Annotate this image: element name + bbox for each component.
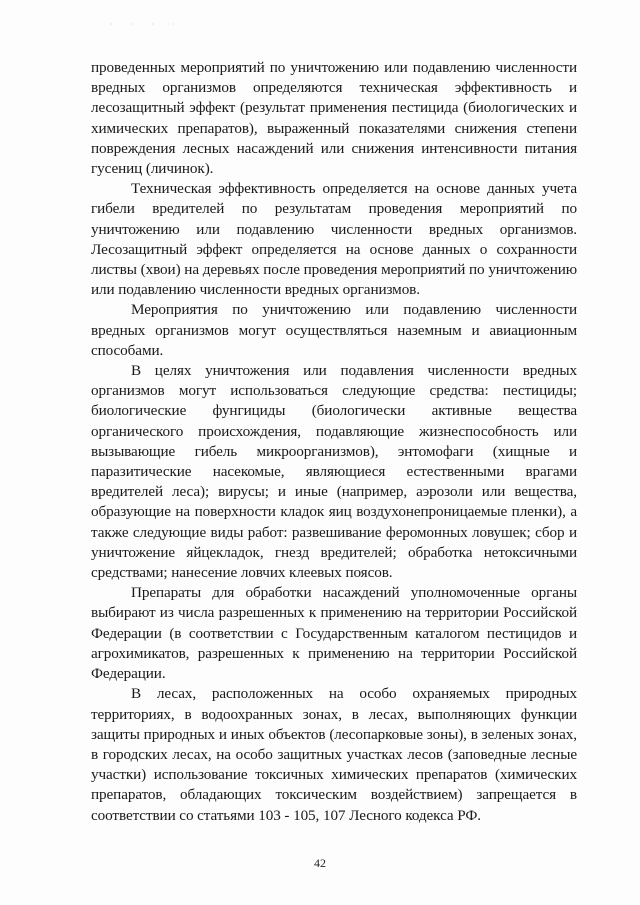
body-text <box>91 58 577 826</box>
paragraph-preparations: Препараты для обработки насаждений уполномоченные органы выбирают из числа разрешенных к применению на территории Российской Федерации (в соответствии с Государственным каталогом пестицидов и агрохимикатов, разрешенных к применению на территории Российской Федерации. <box>91 584 577 683</box>
paragraph-technical-efficiency: Техническая эффективность определяется на основе данных учета гибели вредителей по результатам проведения мероприятий по уничтожению или подавлению численности вредных организмов. Лесозащитный эффект определяется на основе данных о сохранности листвы (хвои) на деревьях после проведения мероприятий по уничтожению или подавлению численности вредных организмов. <box>91 180 577 299</box>
paragraph-means: В целях уничтожения или подавления численности вредных организмов могут использоваться следующие средства: пестициды; биологические фунгициды (биологически активные вещества органического происхождения, подавляющие жизнеспособность или вызывающие гибель микроорганизмов), энтомофаги (хищные и паразитические насекомые, являющиеся естественными врагами вредителей леса); вирусы; и иные (например, аэрозоли или вещества, образующие на поверхности кладок яиц воздухонепроницаемые пленки), а также следующие виды работ: развешивание феромонных ловушек; сбор и уничтожение яйцекладок, гнезд вредителей; обработка нетоксичными средствами; нанесение ловчих клеевых поясов. <box>91 362 577 582</box>
paragraph-methods: Мероприятия по уничтожению или подавлению численности вредных организмов могут осуществляться наземным и авиационным способами. <box>91 301 577 359</box>
paragraph-continuation: проведенных мероприятий по уничтожению или подавлению численности вредных организмов определяются техническая эффективность и лесозащитный эффект (результат применения пестицида (биологических и химических препаратов), выраженный показателями снижения степени повреждения лесных насаждений или снижения интенсивности питания гусениц (личинок). <box>91 59 577 178</box>
page-number: 42 <box>314 856 326 870</box>
scan-artifact: · · · · <box>110 20 183 29</box>
paragraph-restrictions: В лесах, расположенных на особо охраняемых природных территориях, в водоохранных зонах, в лесах, выполняющих функции защиты природных и иных объектов (лесопарковые зоны), в зеленых зонах, в городских лесах, на особо защитных участках лесов (заповедные лесные участки) использование токсичных химических препаратов (химических препаратов, обладающих токсическим воздействием) запрещается в соответствии со статьями 103 - 105, 107 Лесного кодекса РФ. <box>91 685 577 824</box>
